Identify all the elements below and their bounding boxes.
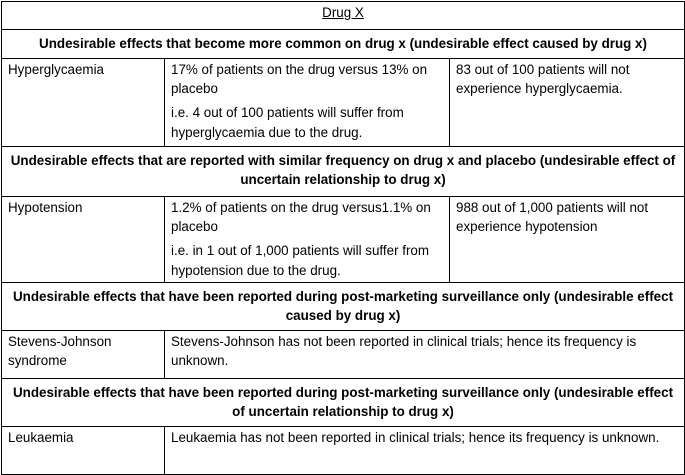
effect-name-cell: Hyperglycaemia (2, 59, 165, 147)
section-heading: Undesirable effects that have been reported during post-marketing surveillance only (undesirable effect of uncertain relationship to drug x) (2, 379, 685, 427)
outcome-cell: 988 out of 1,000 patients will not experience hypotension (450, 197, 685, 283)
table-row (2, 59, 685, 147)
outcome-cell: 83 out of 100 patients will not experience hyperglycaemia. (450, 59, 685, 147)
frequency-interpretation: i.e. in 1 out of 1,000 patients will suffer from hypotension due to the drug. (171, 243, 430, 278)
section-heading-row (2, 379, 685, 427)
effect-name-cell: Hypotension (2, 197, 165, 283)
table-row (2, 331, 685, 379)
table-title-cell (2, 2, 685, 30)
table-row (2, 427, 685, 475)
section-heading: Undesirable effects that are reported with similar frequency on drug x and placebo (undesirable effect of uncertain relationship to drug x) (2, 147, 685, 197)
drug-effects-table (1, 1, 685, 475)
section-heading-row (2, 283, 685, 331)
effect-name-cell: Stevens-Johnson syndrome (2, 331, 165, 379)
effect-name-cell: Leukaemia (2, 427, 165, 475)
table-row (2, 197, 685, 283)
section-heading-row (2, 30, 685, 59)
table-title-row (2, 2, 685, 30)
frequency-note-cell: Stevens-Johnson has not been reported in clinical trials; hence its frequency is unknown. (165, 331, 685, 379)
frequency-cell (165, 59, 450, 147)
section-heading: Undesirable effects that become more common on drug x (undesirable effect caused by drug x) (2, 30, 685, 59)
section-heading: Undesirable effects that have been reported during post-marketing surveillance only (undesirable effect caused by drug x) (2, 283, 685, 331)
frequency-comparison: 17% of patients on the drug versus 13% on placebo (171, 62, 428, 97)
frequency-interpretation: i.e. 4 out of 100 patients will suffer from hyperglycaemia due to the drug. (171, 105, 404, 140)
frequency-comparison: 1.2% of patients on the drug versus1.1% on placebo (171, 200, 431, 235)
frequency-cell (165, 197, 450, 283)
section-heading-row (2, 147, 685, 197)
frequency-note-cell: Leukaemia has not been reported in clinical trials; hence its frequency is unknown. (165, 427, 685, 475)
table-title: Drug X (322, 5, 364, 20)
